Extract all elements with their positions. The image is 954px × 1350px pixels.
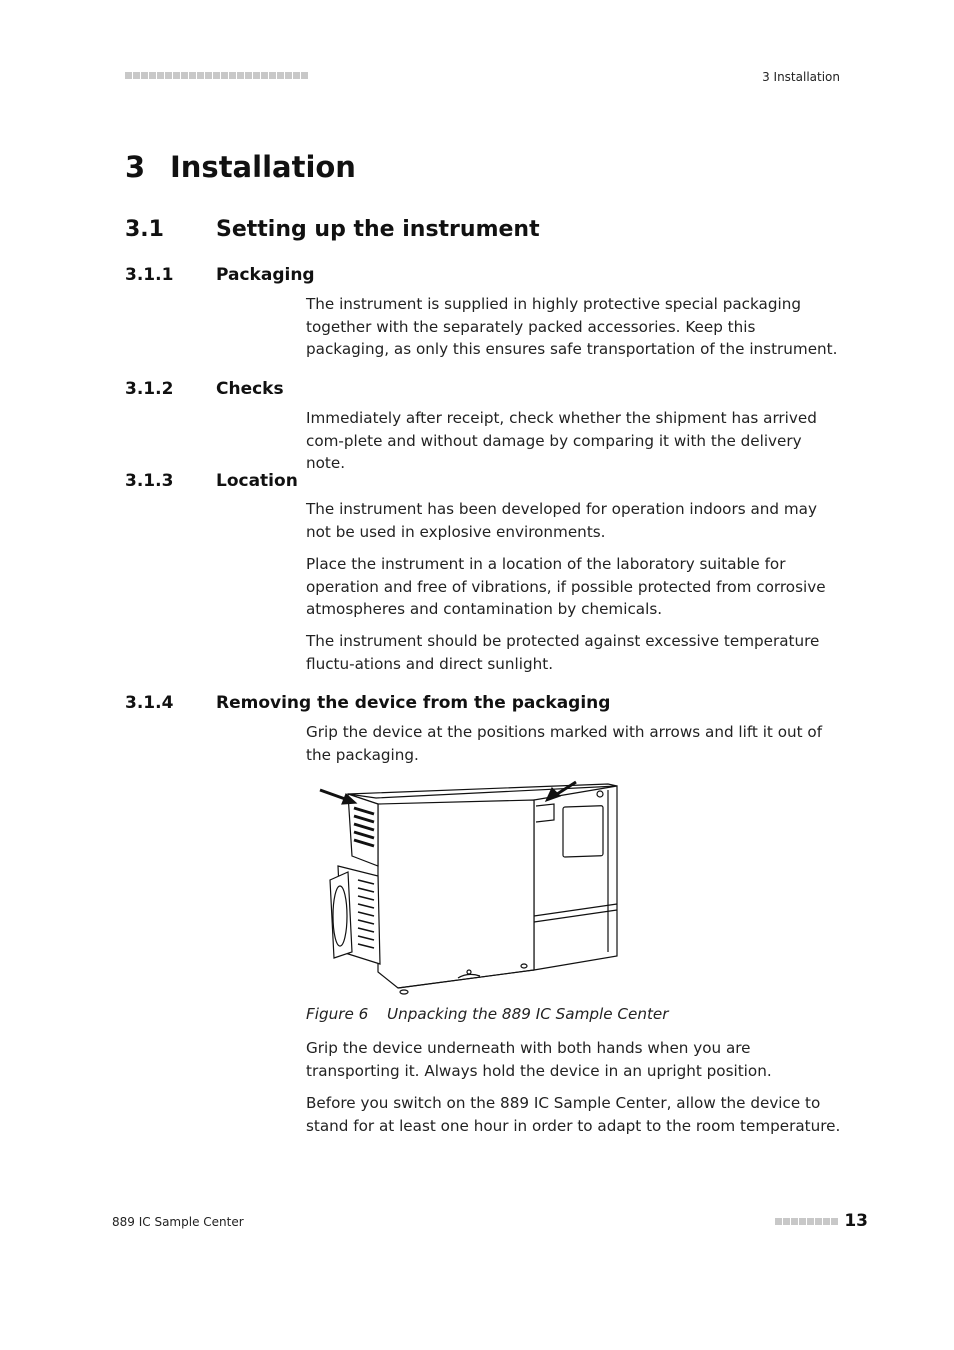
chapter-heading <box>125 150 356 184</box>
paragraph: The instrument is supplied in highly protective special packaging together with the separately packed accessories. Keep this packaging, as only this ensures safe transportation of the instrument. <box>306 295 838 358</box>
page-number: 13 <box>844 1211 868 1231</box>
subsection-heading-checks <box>125 379 284 399</box>
subsection-title: Packaging <box>216 265 315 285</box>
header-decoration <box>125 72 308 79</box>
figure-caption-text: Unpacking the 889 IC Sample Center <box>387 1005 669 1023</box>
footer-page <box>775 1211 868 1231</box>
paragraph: Grip the device underneath with both hands when you are transporting it. Always hold the device in an upright position. <box>306 1039 772 1080</box>
footer-decoration <box>775 1218 838 1225</box>
running-header: 3 Installation <box>762 70 840 84</box>
chapter-number: 3 <box>125 150 146 184</box>
figure-label: Figure 6 <box>306 1005 369 1023</box>
subsection-number: 3.1.4 <box>125 693 174 713</box>
paragraph: Grip the device at the positions marked with arrows and lift it out of the packaging. <box>306 723 823 764</box>
paragraph: The instrument should be protected against excessive temperature fluctu-ations and direct sunlight. <box>306 632 820 673</box>
subsection-heading-removing <box>125 693 610 713</box>
section-number: 3.1 <box>125 217 164 242</box>
subsection-title: Location <box>216 471 298 491</box>
figure-caption <box>306 1005 669 1023</box>
paragraph: Immediately after receipt, check whether the shipment has arrived com-plete and without damage by comparing it with the delivery note. <box>306 409 817 472</box>
section-heading <box>125 217 540 242</box>
footer-product: 889 IC Sample Center <box>112 1215 244 1229</box>
subsection-number: 3.1.2 <box>125 379 174 399</box>
section-title: Setting up the instrument <box>216 217 540 242</box>
subsection-heading-packaging <box>125 265 315 285</box>
subsection-heading-location <box>125 471 298 491</box>
subsection-number: 3.1.1 <box>125 265 174 285</box>
paragraph: Place the instrument in a location of the laboratory suitable for operation and free of vibrations, if possible protected from corrosive atmospheres and contamination by chemicals. <box>306 555 826 618</box>
device-illustration <box>308 776 626 998</box>
paragraph: The instrument has been developed for operation indoors and may not be used in explosive environments. <box>306 500 817 541</box>
subsection-number: 3.1.3 <box>125 471 174 491</box>
subsection-title: Checks <box>216 379 284 399</box>
paragraph: Before you switch on the 889 IC Sample Center, allow the device to stand for at least one hour in order to adapt to the room temperature. <box>306 1094 841 1135</box>
subsection-title: Removing the device from the packaging <box>216 693 611 713</box>
chapter-title: Installation <box>170 150 356 184</box>
